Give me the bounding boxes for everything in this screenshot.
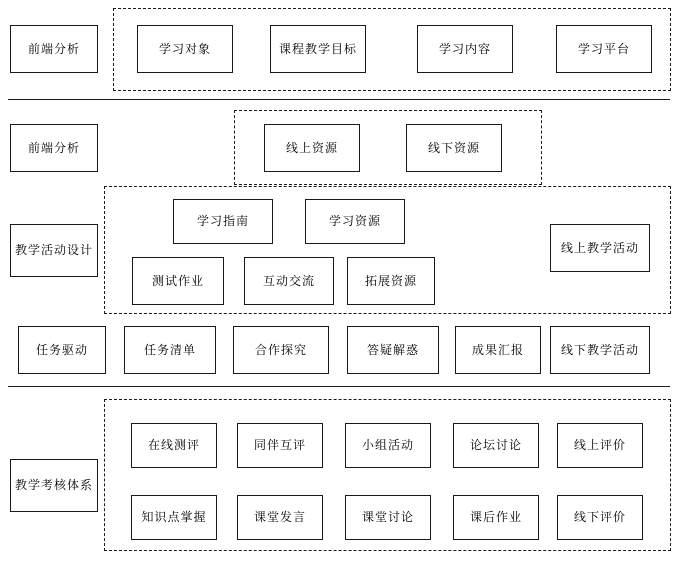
row3-label-teaching-activity-design: 教学活动设计 xyxy=(10,224,98,277)
row2-item-offline-resource: 线下资源 xyxy=(406,124,502,172)
row5-item-forum-discussion: 论坛讨论 xyxy=(453,423,539,468)
row2-item-online-resource: 线上资源 xyxy=(264,124,360,172)
row3-item-learning-guide: 学习指南 xyxy=(173,199,273,244)
row5-label-assessment-system: 教学考核体系 xyxy=(10,459,98,512)
row3-item-interactive-exchange: 互动交流 xyxy=(244,257,334,305)
row3-item-test-homework: 测试作业 xyxy=(132,257,224,305)
row5-item-online-evaluation: 在线测评 xyxy=(131,423,217,468)
row4-item-task-list: 任务清单 xyxy=(124,326,216,374)
row1-label-front-end-analysis: 前端分析 xyxy=(10,25,98,73)
row3-item-extended-resource: 拓展资源 xyxy=(347,257,435,305)
row5-item-peer-evaluation: 同伴互评 xyxy=(237,423,323,468)
row5-item-group-activity: 小组活动 xyxy=(345,423,431,468)
row1-item-learning-subject: 学习对象 xyxy=(137,25,233,73)
row1-item-learning-platform: 学习平台 xyxy=(556,25,652,73)
divider-row1 xyxy=(8,99,670,100)
row3-item-learning-resource: 学习资源 xyxy=(305,199,405,244)
row5-item-online-assessment: 线上评价 xyxy=(557,423,643,468)
row5-item-after-class-homework: 课后作业 xyxy=(453,495,539,540)
row4-item-offline-teaching-activity: 线下教学活动 xyxy=(550,326,650,374)
row1-item-learning-content: 学习内容 xyxy=(417,25,513,73)
row2-label-front-end-analysis: 前端分析 xyxy=(10,124,98,172)
row3-item-online-teaching-activity: 线上教学活动 xyxy=(550,224,650,272)
row5-item-offline-assessment: 线下评价 xyxy=(557,495,643,540)
row5-item-classroom-discussion: 课堂讨论 xyxy=(345,495,431,540)
row5-item-classroom-speech: 课堂发言 xyxy=(237,495,323,540)
row4-item-result-report: 成果汇报 xyxy=(455,326,541,374)
row5-item-knowledge-mastery: 知识点掌握 xyxy=(131,495,217,540)
divider-row4 xyxy=(8,386,670,387)
row4-item-qa-clarification: 答疑解惑 xyxy=(347,326,439,374)
row4-label-task-driven: 任务驱动 xyxy=(18,326,106,374)
row4-item-cooperative-inquiry: 合作探究 xyxy=(233,326,329,374)
row1-item-course-teaching-goal: 课程教学目标 xyxy=(270,25,366,73)
